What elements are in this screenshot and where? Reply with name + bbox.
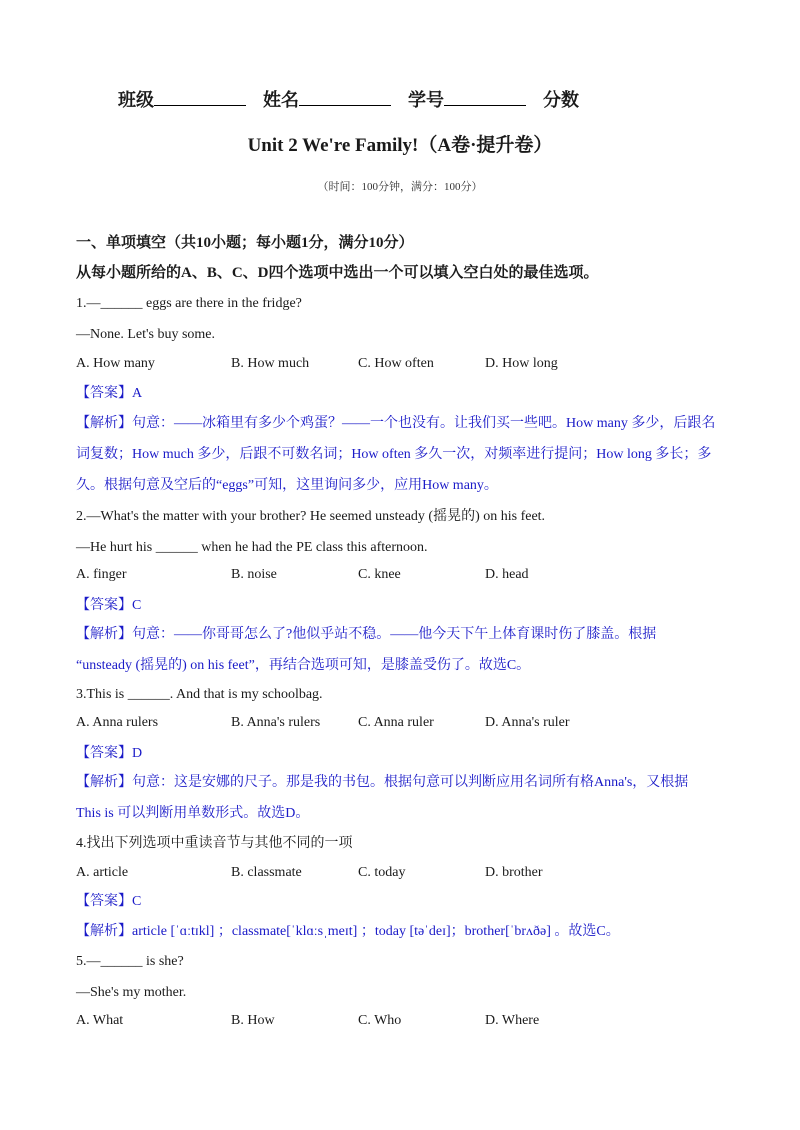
question-5-option-d[interactable]: D. Where xyxy=(485,1013,540,1028)
question-3-answer: 【答案】D xyxy=(76,746,143,761)
question-3-stem: 3.This is ______. And that is my schoolbag. xyxy=(76,687,323,702)
question-1-stem: 1.—______ eggs are there in the fridge? xyxy=(76,296,302,311)
question-4-answer: 【答案】C xyxy=(76,894,142,909)
name-blank[interactable] xyxy=(299,105,391,106)
question-4-option-b[interactable]: B. classmate xyxy=(231,865,302,880)
question-5-line2: —She's my mother. xyxy=(76,985,187,1000)
question-1-option-c[interactable]: C. How often xyxy=(358,356,434,371)
student-info-header xyxy=(118,86,579,112)
question-3-explanation xyxy=(76,767,724,829)
explanation-line: 【解析】句意：——你哥哥怎么了?他似乎站不稳。——他今天下午上体育课时伤了膝盖。根据 xyxy=(76,627,657,642)
page-subtitle: （时间：100分钟，满分：100分） xyxy=(317,181,483,193)
explanation-line: 【解析】句意：这是安娜的尺子。那是我的书包。根据句意可以判断应用名词所有格Anna's，又根据 xyxy=(76,775,689,790)
question-2-answer: 【答案】C xyxy=(76,598,142,613)
question-3-option-c[interactable]: C. Anna ruler xyxy=(358,715,434,730)
question-4-option-c[interactable]: C. today xyxy=(358,865,406,880)
question-1-option-d[interactable]: D. How long xyxy=(485,356,558,371)
explanation-line: 【解析】article [ˈɑːtɪkl] ；classmate[ˈklɑːsˌmeɪt] ；today [təˈdeɪ]；brother[ˈbrʌðə] 。故选C。 xyxy=(76,924,620,939)
name-label: 姓名 xyxy=(263,90,299,110)
question-1-option-b[interactable]: B. How much xyxy=(231,356,310,371)
question-3-option-a[interactable]: A. Anna rulers xyxy=(76,715,159,730)
question-2-option-d[interactable]: D. head xyxy=(485,567,529,582)
question-5-stem: 5.—______ is she? xyxy=(76,954,184,969)
question-2-option-b[interactable]: B. noise xyxy=(231,567,277,582)
number-blank[interactable] xyxy=(444,105,526,106)
score-label: 分数 xyxy=(543,90,579,110)
question-4-explanation xyxy=(76,916,724,947)
explanation-line: 【解析】句意：——冰箱里有多少个鸡蛋？——一个也没有。让我们买一些吧。How many 多少，后跟名 xyxy=(76,416,716,431)
class-blank[interactable] xyxy=(154,105,246,106)
question-1-answer: 【答案】A xyxy=(76,386,143,401)
question-3-option-d[interactable]: D. Anna's ruler xyxy=(485,715,570,730)
question-4-option-d[interactable]: D. brother xyxy=(485,865,543,880)
explanation-line: “unsteady (摇晃的) on his feet”，再结合选项可知，是膝盖受伤了。故选C。 xyxy=(76,658,531,673)
question-2-line2: —He hurt his ______ when he had the PE class this afternoon. xyxy=(76,540,428,555)
section-instruction: 从每小题所给的A、B、C、D四个选项中选出一个可以填入空白处的最佳选项。 xyxy=(76,265,599,281)
question-1-explanation xyxy=(76,408,724,501)
question-1-option-a[interactable]: A. How many xyxy=(76,356,155,371)
question-5-option-a[interactable]: A. What xyxy=(76,1013,124,1028)
page-title: Unit 2 We're Family!（A卷·提升卷） xyxy=(247,135,553,156)
question-2-option-a[interactable]: A. finger xyxy=(76,567,127,582)
class-label: 班级 xyxy=(118,90,154,110)
explanation-line: 词复数；How much 多少，后跟不可数名词；How often 多久一次，对频率进行提问；How long 多长；多 xyxy=(76,447,712,462)
question-5-option-b[interactable]: B. How xyxy=(231,1013,275,1028)
question-4-stem: 4.找出下列选项中重读音节与其他不同的一项 xyxy=(76,836,353,851)
explanation-line: 久。根据句意及空后的“eggs”可知，这里询问多少，应用How many。 xyxy=(76,478,498,493)
number-label: 学号 xyxy=(408,90,444,110)
question-5-option-c[interactable]: C. Who xyxy=(358,1013,402,1028)
question-3-option-b[interactable]: B. Anna's rulers xyxy=(231,715,321,730)
question-1-line2: —None. Let's buy some. xyxy=(76,327,216,342)
explanation-line: This is 可以判断用单数形式。故选D。 xyxy=(76,806,310,821)
question-4-option-a[interactable]: A. article xyxy=(76,865,129,880)
question-2-option-c[interactable]: C. knee xyxy=(358,567,401,582)
question-2-stem: 2.—What's the matter with your brother? He seemed unsteady (摇晃的) on his feet. xyxy=(76,509,546,524)
question-2-explanation xyxy=(76,619,724,681)
section-heading: 一、单项填空（共10小题；每小题1分，满分10分） xyxy=(76,235,414,251)
